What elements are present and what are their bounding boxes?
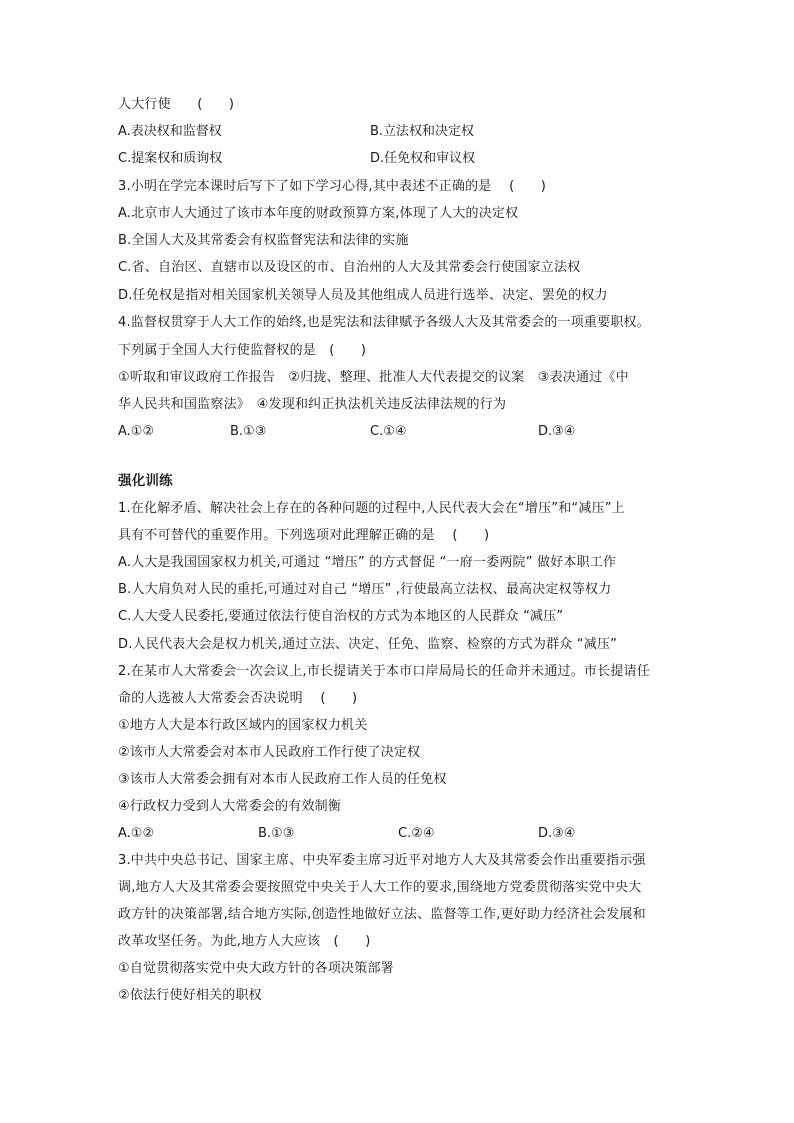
question-stem-cont: 政方针的决策部署,结合地方实际,创造性地做好立法、监督等工作,更好助力经济社会发展和 <box>118 907 646 922</box>
option-b: B.立法权和决定权 <box>370 124 475 139</box>
option-a: A.①② <box>118 424 155 439</box>
question-stem-cont: 命的人选被人大常委会否决说明 ( ) <box>118 691 358 706</box>
question-stem: 3.小明在学完本课时后写下了如下学习心得,其中表述不正确的是 ( ) <box>118 179 547 194</box>
option-d: D.③④ <box>538 826 576 841</box>
option-a: A.①② <box>118 826 155 841</box>
statement-item: ③该市人大常委会拥有对本市人民政府工作人员的任免权 <box>118 772 447 787</box>
statement-item: ④行政权力受到人大常委会的有效制衡 <box>118 799 342 814</box>
question-stem: 人大行使 ( ) <box>118 97 235 112</box>
option-c: C.①④ <box>370 424 407 439</box>
question-stem-cont: 改革攻坚任务。为此,地方人大应该 ( ) <box>118 934 371 949</box>
statement-item: ①自觉贯彻落实党中央大政方针的各项决策部署 <box>118 961 394 976</box>
statement-items: ①听取和审议政府工作报告 ②归拢、整理、批准人大代表提交的议案 ③表决通过《中 <box>118 370 629 385</box>
statement-item: ②该市人大常委会对本市人民政府工作行使了决定权 <box>118 745 421 760</box>
option-b: B.①③ <box>230 424 267 439</box>
question-stem-cont: 下列属于全国人大行使监督权的是 ( ) <box>118 343 367 358</box>
option-b: B.①③ <box>258 826 295 841</box>
option-c: C.提案权和质询权 <box>118 151 223 166</box>
statement-item: ①地方人大是本行政区域内的国家权力机关 <box>118 718 368 733</box>
option-a: A.人大是我国国家权力机关,可通过 “增压” 的方式督促 “一府一委两院” 做好本职工作 <box>118 555 617 570</box>
section-title: 强化训练 <box>118 473 173 489</box>
option-d: D.任免权是指对相关国家机关领导人员及其他组成人员进行选举、决定、罢免的权力 <box>118 288 608 303</box>
option-b: B.人大肩负对人民的重托,可通过对自己 “增压” ,行使最高立法权、最高决定权等权力 <box>118 582 612 597</box>
question-stem: 3.中共中央总书记、国家主席、中央军委主席习近平对地方人大及其常委会作出重要指示强 <box>118 853 646 868</box>
statement-items-cont: 华人民共和国监察法》 ④发现和纠正执法机关违反法律法规的行为 <box>118 397 507 412</box>
question-stem: 1.在化解矛盾、解决社会上存在的各种问题的过程中,人民代表大会在“增压”和“减压”上 <box>118 501 625 516</box>
option-d: D.任免权和审议权 <box>370 151 476 166</box>
question-stem-cont: 具有不可替代的重要作用。下列选项对此理解正确的是 ( ) <box>118 528 490 543</box>
statement-item: ②依法行使好相关的职权 <box>118 988 262 1003</box>
question-stem: 4.监督权贯穿于人大工作的始终,也是宪法和法律赋予各级人大及其常委会的一项重要职权。 <box>118 315 650 330</box>
option-a: A.北京市人大通过了该市本年度的财政预算方案,体现了人大的决定权 <box>118 206 519 221</box>
option-c: C.省、自治区、直辖市以及设区的市、自治州的人大及其常委会行使国家立法权 <box>118 260 581 275</box>
option-a: A.表决权和监督权 <box>118 124 222 139</box>
question-stem: 2.在某市人大常委会一次会议上,市长提请关于本市口岸局局长的任命并未通过。市长提请任 <box>118 664 650 679</box>
option-c: C.②④ <box>398 826 435 841</box>
option-d: D.人民代表大会是权力机关,通过立法、决定、任免、监察、检察的方式为群众 “减压” <box>118 637 618 652</box>
option-b: B.全国人大及其常委会有权监督宪法和法律的实施 <box>118 233 409 248</box>
option-c: C.人大受人民委托,要通过依法行使自治权的方式为本地区的人民群众 “减压” <box>118 609 564 624</box>
option-d: D.③④ <box>538 424 576 439</box>
question-stem-cont: 调,地方人大及其常委会要按照党中央关于人大工作的要求,围绕地方党委贯彻落实党中央大 <box>118 880 642 895</box>
